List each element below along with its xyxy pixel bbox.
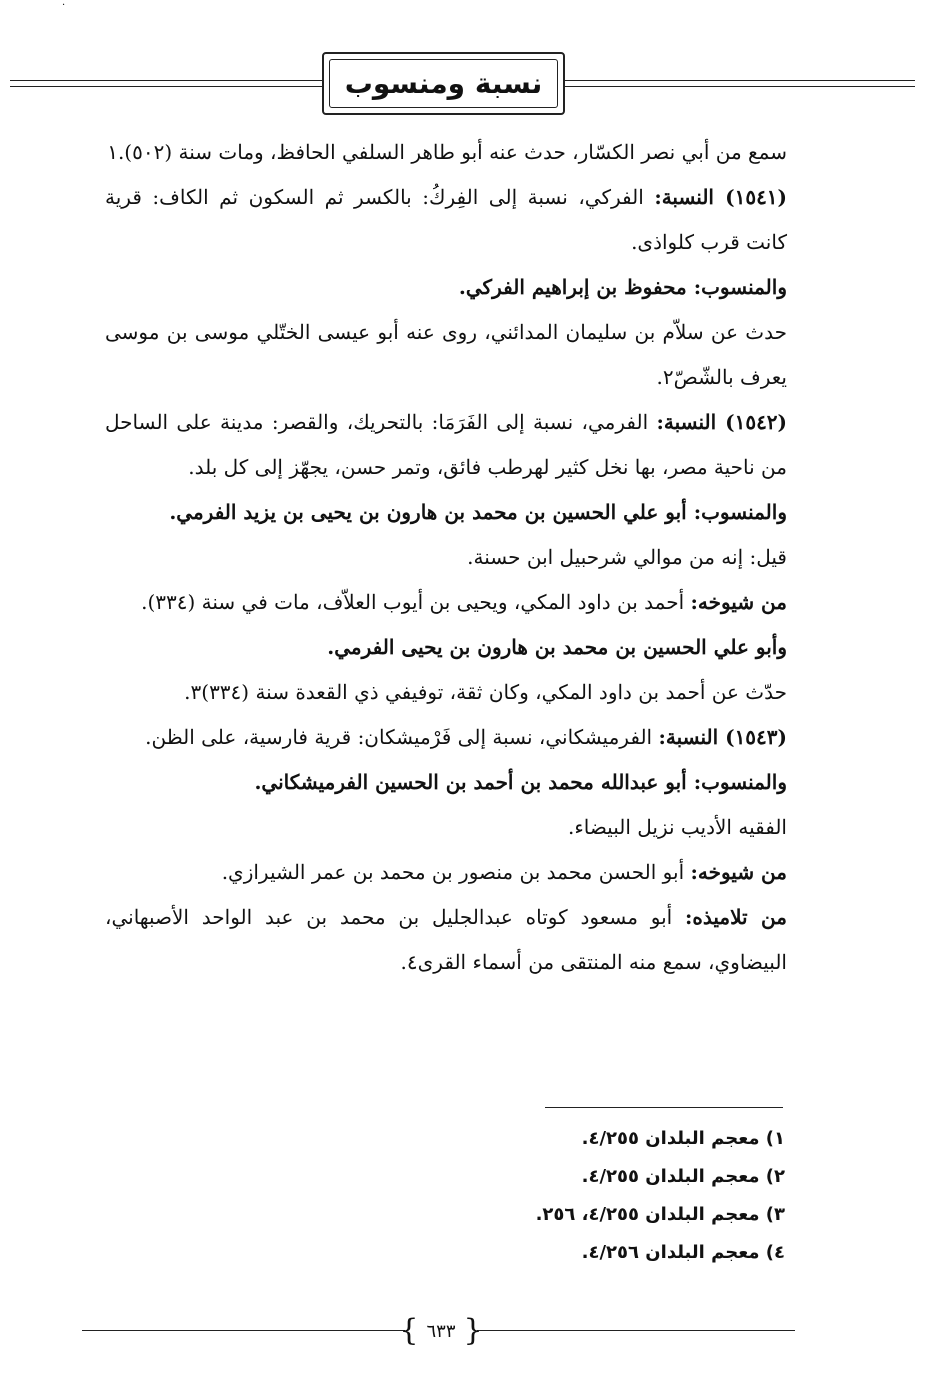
page-number-box bbox=[399, 1313, 483, 1348]
entry-label: (١٥٤٢) النسبة: bbox=[656, 410, 788, 434]
shuyukh-text: أحمد بن داود المكي، ويحيى بن أيوب العلاّف، مات في سنة (٣٣٤). bbox=[141, 590, 691, 614]
shuyukh-label: من شيوخه: bbox=[690, 590, 787, 614]
paragraph-4: حدث عن سلاّم بن سليمان المدائني، روى عنه أبو عيسى الختّلي موسى بن موسى يعرف بالشّصّ٢. bbox=[105, 320, 787, 389]
paragraph-2 bbox=[105, 175, 787, 265]
header-rule-right bbox=[565, 80, 915, 81]
main-text bbox=[105, 130, 787, 985]
paragraph-10: حدّث عن أحمد بن داود المكي، وكان ثقة، توفيفي ذي القعدة سنة (٣٣٤)٣. bbox=[184, 680, 787, 704]
right-brace-icon: } bbox=[463, 1313, 483, 1348]
paragraph-12 bbox=[105, 760, 787, 805]
footnote-divider bbox=[545, 1107, 783, 1108]
paragraph-7: قيل: إنه من موالي شرحبيل ابن حسنة. bbox=[467, 545, 787, 569]
page-header-title: نسبة ومنسوب bbox=[344, 67, 543, 100]
header-inner-frame bbox=[329, 59, 558, 108]
header-rule-left bbox=[10, 80, 322, 81]
footnotes bbox=[400, 1120, 785, 1272]
header-frame bbox=[322, 52, 565, 115]
paragraph-6 bbox=[105, 490, 787, 535]
paragraph-14 bbox=[105, 850, 787, 895]
footnote-2: ٢) معجم البلدان ٤/٢٥٥. bbox=[581, 1166, 785, 1187]
left-brace-icon: { bbox=[399, 1313, 419, 1348]
paragraph-8 bbox=[105, 580, 787, 625]
paragraph-15 bbox=[105, 895, 787, 985]
entry-text: الفرميشكاني، نسبة إلى فَرْميشكان: قرية فارسية، على الظن. bbox=[145, 725, 659, 749]
mansub-label: والمنسوب: bbox=[693, 275, 787, 299]
paragraph-5 bbox=[105, 400, 787, 490]
page-rule-right bbox=[477, 1330, 795, 1331]
mansub-text: أبو علي الحسين بن محمد بن هارون بن يحيى بن يزيد الفرمي. bbox=[169, 500, 694, 524]
paragraph-13: الفقيه الأديب نزيل البيضاء. bbox=[567, 815, 787, 839]
shuyukh-label: من شيوخه: bbox=[690, 860, 787, 884]
paragraph-3 bbox=[105, 265, 787, 310]
mansub-text: محفوظ بن إبراهيم الفركي. bbox=[458, 275, 694, 299]
mansub-text: أبو عبدالله محمد بن أحمد بن الحسين الفرميشكاني. bbox=[254, 770, 694, 794]
talamidh-text: أبو مسعود كوتاه عبدالجليل بن محمد بن عبد الواحد الأصبهاني، البيضاوي، سمع منه المنتقى من أسماء القرى٤. bbox=[105, 905, 787, 974]
mansub-label: والمنسوب: bbox=[693, 770, 787, 794]
header-rule-right-2 bbox=[565, 86, 915, 87]
entry-label: (١٥٤٣) النسبة: bbox=[658, 725, 787, 749]
paragraph-9: وأبو علي الحسين بن محمد بن هارون بن يحيى الفرمي. bbox=[327, 635, 787, 659]
corner-mark: · bbox=[62, 0, 66, 11]
page-rule-left bbox=[82, 1330, 405, 1331]
footnote-1: ١) معجم البلدان ٤/٢٥٥. bbox=[581, 1128, 785, 1149]
page-number: ٦٣٣ bbox=[426, 1320, 456, 1342]
entry-text: الفركي، نسبة إلى الفِركُ: بالكسر ثم السكون ثم الكاف: قرية كانت قرب كلواذى. bbox=[105, 185, 787, 254]
entry-text: الفرمي، نسبة إلى الفَرَمَا: بالتحريك، والقصر: مدينة على الساحل من ناحية مصر، بها نخل كثير لهرطب فائق، وتمر حسن، يجهّز إلى كل بلد. bbox=[105, 410, 787, 479]
paragraph-11 bbox=[105, 715, 787, 760]
header-rule-left-2 bbox=[10, 86, 322, 87]
footnote-4: ٤) معجم البلدان ٤/٢٥٦. bbox=[581, 1242, 785, 1263]
paragraph-1: سمع من أبي نصر الكسّار، حدث عنه أبو طاهر السلفي الحافظ، ومات سنة (٥٠٢).١ bbox=[107, 140, 787, 164]
mansub-label: والمنسوب: bbox=[693, 500, 787, 524]
shuyukh-text: أبو الحسن محمد بن منصور بن محمد بن عمر الشيرازي. bbox=[221, 860, 691, 884]
talamidh-label: من تلاميذه: bbox=[685, 905, 787, 929]
entry-label: (١٥٤١) النسبة: bbox=[654, 185, 788, 209]
footnote-3: ٣) معجم البلدان ٤/٢٥٥، ٢٥٦. bbox=[535, 1204, 785, 1225]
